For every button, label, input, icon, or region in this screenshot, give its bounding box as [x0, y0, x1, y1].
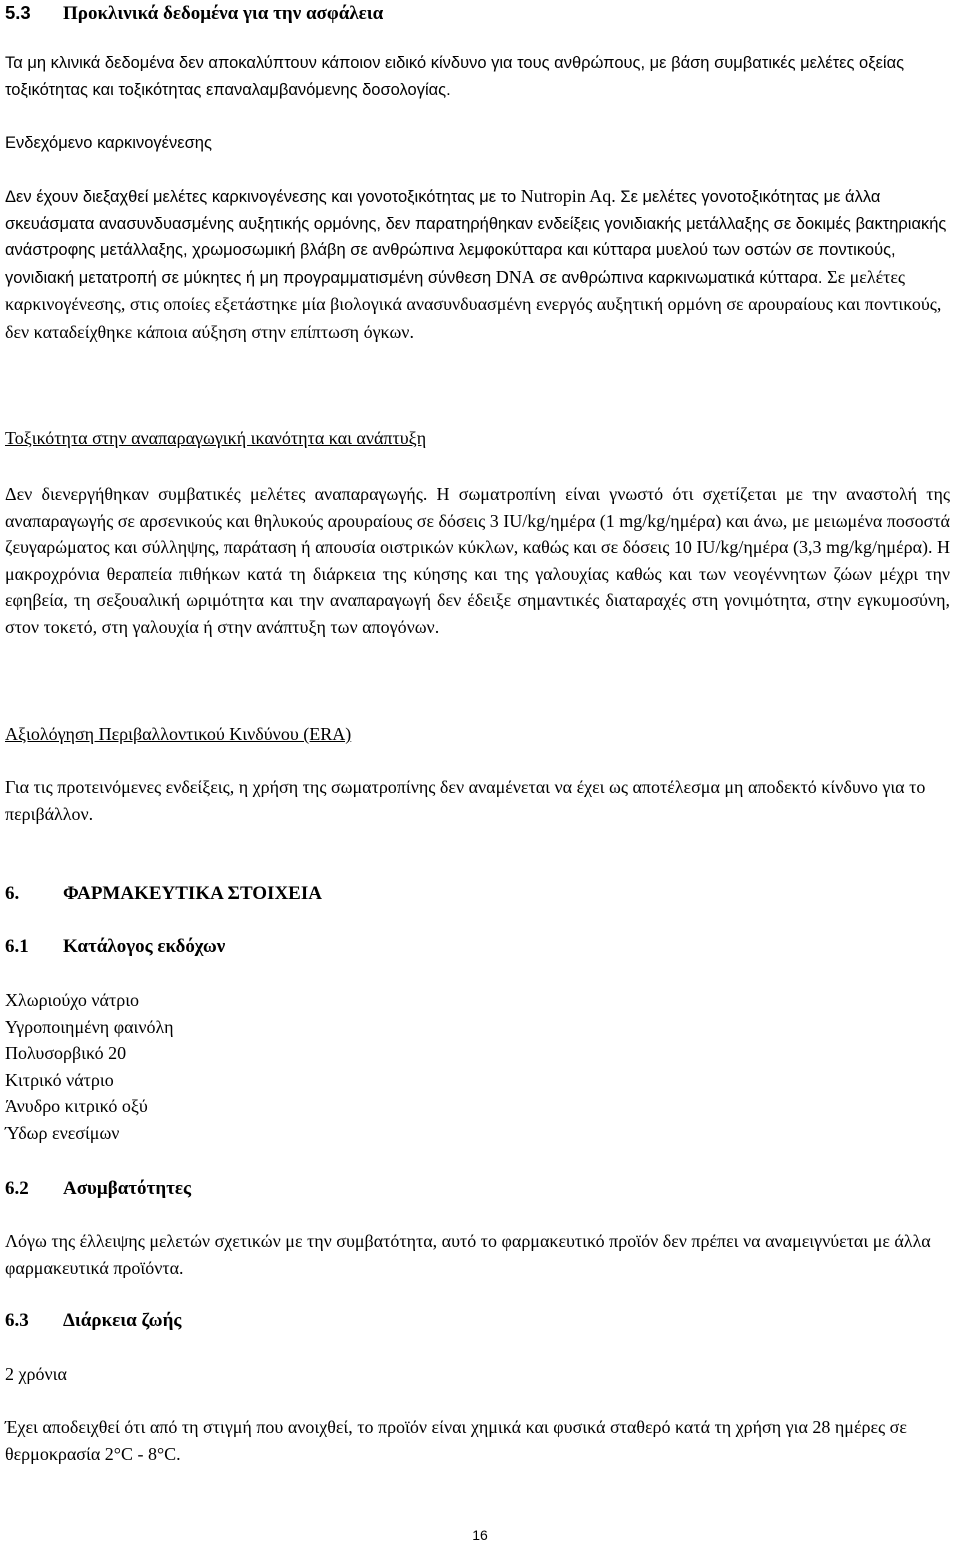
- nonclinical-paragraph: Τα μη κλινικά δεδομένα δεν αποκαλύπτουν κάποιον ειδικό κίνδυνο για τους ανθρώπους, με βάση συμβατικές μελέτες οξείας τοξικότητας και τοξικότητας επαναλαμβανόμενης δοσολογίας.: [5, 54, 905, 99]
- reproductive-toxicity-subheading: Τοξικότητα στην αναπαραγωγική ικανότητα και ανάπτυξη: [5, 428, 427, 448]
- page-number: 16: [472, 1527, 488, 1543]
- shelf-life-paragraph: Έχει αποδειχθεί ότι από τη στιγμή που ανοιχθεί, το προϊόν είναι χημικά και φυσικά σταθερό κατά τη χρήση για 28 ημέρες σε θερμοκρασία 2°C - 8°C.: [5, 1417, 907, 1464]
- section-title: Κατάλογος εκδόχων: [63, 936, 226, 957]
- product-name: Nutropin Aq.: [520, 186, 616, 206]
- carcinogenesis-paragraph: [5, 183, 950, 346]
- section-number: 6.2: [5, 1178, 29, 1199]
- shelf-life-duration: 2 χρόνια: [5, 1364, 67, 1384]
- list-item: Ύδωρ ενεσίμων: [5, 1122, 120, 1143]
- dna-term: DNA: [495, 266, 535, 287]
- section-number: 6.: [5, 883, 20, 904]
- section-6-1-heading: [5, 934, 950, 961]
- era-paragraph: Για τις προτεινόμενες ενδείξεις, η χρήση της σωματροπίνης δεν αναμένεται να έχει ως αποτέλεσμα μη αποδεκτό κίνδυνο για το περιβάλλον.: [5, 777, 926, 824]
- section-6-heading: [5, 881, 950, 908]
- list-item: Άνυδρο κιτρικό οξύ: [5, 1096, 148, 1116]
- section-5-3-heading: [5, 0, 950, 28]
- carcino-text-a: Δεν έχουν διεξαχθεί μελέτες καρκινογένεσης και γονοτοξικότητας με το: [5, 188, 517, 206]
- era-subheading: Αξιολόγηση Περιβαλλοντικού Κινδύνου (ERA): [5, 724, 352, 744]
- section-number: 6.1: [5, 936, 29, 957]
- list-item: Χλωριούχο νάτριο: [5, 990, 140, 1010]
- list-item: Υγροποιημένη φαινόλη: [5, 1016, 174, 1037]
- list-item: Πολυσορβικό 20: [5, 1043, 127, 1063]
- section-6-2-heading: [5, 1176, 950, 1203]
- list-item: Κιτρικό νάτριο: [5, 1069, 114, 1090]
- section-title: Ασυμβατότητες: [63, 1178, 191, 1199]
- section-title: Προκλινικά δεδομένα για την ασφάλεια: [63, 3, 384, 24]
- section-6-3-heading: [5, 1308, 950, 1335]
- carcino-text-d: Σε μελέτες καρκινογένεσης, στις οποίες εξετάστηκε μία βιολογικά ανασυνδυασμένη ενεργός αυξητική ορμόνη σε αρουραίους και ποντικούς, δεν καταδείχθηκε κάποια αύξηση στην επίπτωση όγκων.: [5, 266, 942, 342]
- carcinogenesis-subheading: Ενδεχόμενο καρκινογένεσης: [5, 134, 212, 152]
- section-title: ΦΑΡΜΑΚΕΥΤΙΚΑ ΣΤΟΙΧΕΙΑ: [63, 883, 322, 904]
- carcino-text-c: σε ανθρώπινα καρκινωματικά κύτταρα.: [539, 268, 823, 287]
- section-number: 5.3: [5, 2, 31, 23]
- carcino-text-b: Σε μελέτες γονοτοξικότητας με άλλα σκευάσματα ανασυνδυασμένης αυξητικής ορμόνης, δεν παρατηρήθηκαν ενδείξεις γονιδιακής μετάλλαξης σε δοκιμές βακτηριακής ανάστροφης μετάλλαξης, χρωμοσωμική βλάβη σε ανθρώπινα λεμφοκύτταρα και κύτταρα μυελού των οστών σε ποντικούς, γονιδιακή μετατροπή σε μύκητες ή μη προγραμματισμένη σύνθεση: [5, 188, 947, 287]
- section-number: 6.3: [5, 1310, 29, 1331]
- reproductive-toxicity-paragraph: Δεν διενεργήθηκαν συμβατικές μελέτες αναπαραγωγής. Η σωματροπίνη είναι γνωστό ότι σχετίζεται με την αναστολή της αναπαραγωγής σε αρσενικούς και θηλυκούς αρουραίους σε δόσεις 3 IU/kg/ημέρα (1 mg/kg/ημέρα) και άνω, με μειωμένα ποσοστά ζευγαρώματος και σύλληψης, παράταση ή απουσία οιστρικών κύκλων, καθώς και σε δόσεις 10 IU/kg/ημέρα (3,3 mg/kg/ημέρα). Η μακροχρόνια θεραπεία πιθήκων κατά τη διάρκεια της κύησης και της γαλουχίας καθώς και των νεογέννητων ζώων μέχρι την εφηβεία, τη σεξουαλική ωριμότητα και την αναπαραγωγή δεν έδειξε σημαντικές διαταραχές στη γονιμότητα, στην εγκυμοσύνη, στον τοκετό, στη γαλουχία ή στην ανάπτυξη των απογόνων.: [5, 484, 950, 637]
- section-title: Διάρκεια ζωής: [63, 1310, 182, 1331]
- excipients-list: [5, 987, 950, 1146]
- incompatibilities-paragraph: Λόγω της έλλειψης μελετών σχετικών με την συμβατότητα, αυτό το φαρμακευτικό προϊόν δεν πρέπει να αναμειγνύεται με άλλα φαρμακευτικά προϊόντα.: [5, 1231, 931, 1278]
